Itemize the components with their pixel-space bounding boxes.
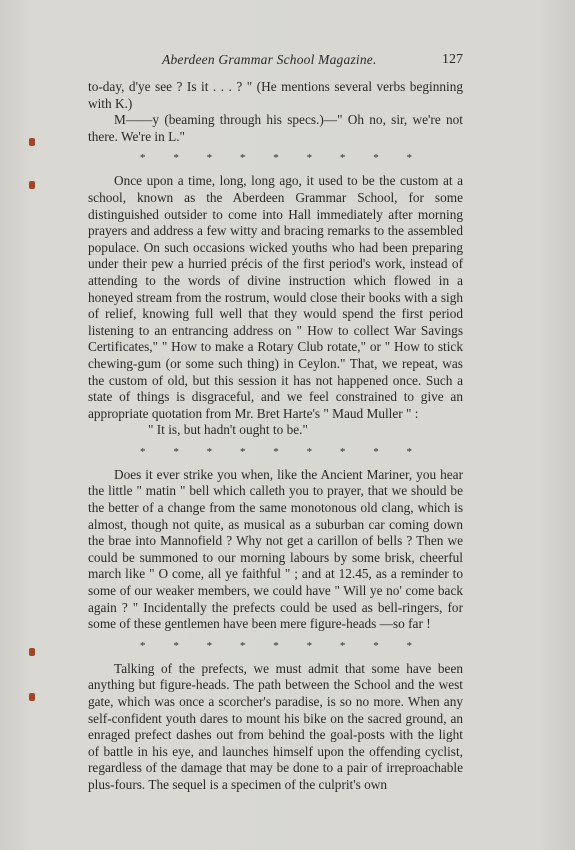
margin-mark [29,693,35,701]
article-body [88,79,463,794]
paragraph-reply: M——y (beaming through his specs.)—" Oh no, sir, we're not there. We're in L." [88,112,463,144]
running-title: Aberdeen Grammar School Magazine. [162,52,377,67]
paragraph-hall-addresses: Once upon a time, long, long ago, it used to be the custom at a school, known as the Aberdeen Grammar School, for some distinguished outsider to come into Hall immediately after morning prayers and address a few witty and bracing remarks to the assembled populace. On such occasions wicked youths who had been preparing under their pew a hurried précis of the first period's work, instead of attending to the words of divine instruction which flowed in a honeyed stream from the rostrum, would close their books with a sigh of relief, knowing full well that they would spend the first period listening to an entrancing address on " How to collect War Savings Certificates," " How to make a Rotary Club rotate," or " How to stick chewing-gum (or some such thing) in Ceylon." That, we repeat, was the custom of old, but this session it has not happened once. Such a state of things is disgraceful, and we feel constrained to give an appropriate quotation from Mr. Bret Harte's " Maud Muller " : [88,173,463,421]
paragraph-prefects: Talking of the prefects, we must admit that some have been anything but figure-heads. The path between the School and the west gate, which was once a scorcher's paradise, is so no more. When any self-confident youth dares to mount his bike on the sacred ground, an enraged prefect dashes out from behind the goal-posts with the light of battle in his eye, and launches himself upon the offending cyclist, regardless of the damage that may be done to a pair of irreproachable plus-fours. The sequel is a specimen of the culprit's own [88,660,463,792]
margin-mark [29,138,35,146]
margin-mark [29,648,35,656]
paragraph-continued: to-day, d'ye see ? Is it . . . ? " (He mentions several verbs beginning with K.) [88,79,463,111]
paragraph-school-bell: Does it ever strike you when, like the Ancient Mariner, you hear the little " matin " bell which calleth you to prayer, that we should be the better of a change from the same monotonous old clang, which is almost, though not quite, as musical as a suburban car coming down the brae into Mannofield ? Why not get a carillon of bells ? Then we could be summoned to our morning labours by some brisk, cheerful march like " O come, all ye faithful " ; and at 12.45, as a reminder to some of our weaker members, we could have " Will ye no' come back again ? " Incidentally the prefects could be used as bell-ringers, for some of these gentlemen have been mere figure-heads —so far ! [88,466,463,632]
section-separator: * * * * * * * * * [140,445,412,458]
margin-mark [29,181,35,189]
page-number: 127 [442,52,463,67]
page-header [88,52,463,72]
section-separator: * * * * * * * * * [140,639,412,652]
quotation-line: " It is, but hadn't ought to be." [148,422,308,438]
section-separator: * * * * * * * * * [140,152,412,165]
